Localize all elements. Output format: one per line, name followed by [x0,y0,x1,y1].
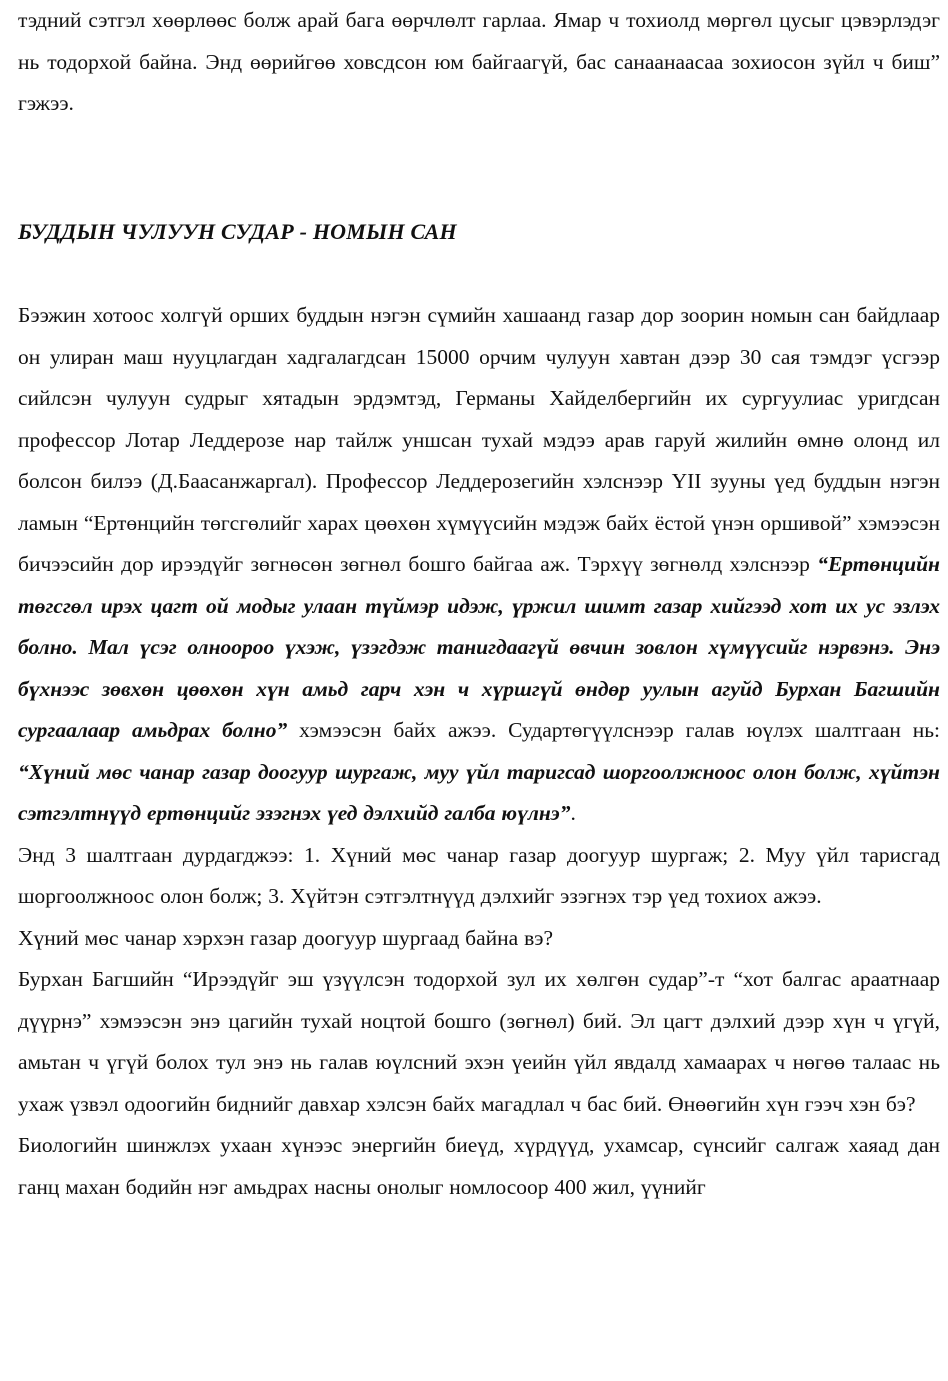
section-heading: БУДДЫН ЧУЛУУН СУДАР - НОМЫН САН [18,218,457,244]
prophecy-quote: “Ертөнцийн төгсгөл ирэх цагт ой модыг улаан түймэр идэж, үржил шимт газар хийгээд хот их ус эзлэх болно. Мал үсэг олноороо үхэж, үзэгдэж танигдаагүй өвчин зовлон хүмүүсийг нэрвэнэ. Энэ бүхнээс зөвхөн цөөхөн хүн амьд гарч хэн ч хүршгүй өндөр уулын агуйд Бурхан Багшийн сургаалаар амьдрах болно” [18,552,940,742]
paragraph-stone-sutra [18,295,940,835]
paragraph-biology: Биологийн шинжлэх ухаан хүнээс энергийн биеүд, хүрдүүд, ухамсар, сүнсийг салгаж хаяад дан ганц махан бодийн нэг амьдрах насны онолыг номлосоор 400 жил, үүнийг [18,1133,940,1199]
paragraph-three-reasons: Энд 3 шалтгаан дурдагджээ: 1. Хүний мөс чанар газар доогуур шургаж; 2. Муу үйл тарисгад шоргоолжноос олон болж; 3. Хүйтэн сэтгэлтнүүд дэлхийг эзэгнэх тэр үед тохиох ажээ. [18,842,940,908]
paragraph-1-text-a: Бээжин хотоос холгүй орших буддын нэгэн сүмийн хашаанд газар дор зоорин номын сан байдлаар он улиран маш нууцлагдан хадгалагдсан 15000 орчим чулуун хавтан дээр 30 сая тэмдэг үсгээр сийлсэн чулуун судрыг хятадын эрдэмтэд, Германы Хайделбергийн их сургуулиас уригдсан профессор Лотар Леддерозе нар тайлж уншсан тухай мэдээ арав гаруй жилийн өмнө олонд ил болсон билээ (Д.Баасанжаргал). Профессор Леддерозегийн хэлснээр YII зууны үед буддын нэгэн ламын “Ертөнцийн төгсгөлийг харах цөөхөн хүмүүсийн мэдэж байх ёстой үнэн оршивой” хэмээсэн бичээсийн дор ирээдүйг зөгнөсөн зөгнөл бошго байгаа аж. Тэрхүү зөгнөлд хэлснээр [18,303,940,576]
intro-paragraph: тэдний сэтгэл хөөрлөөс болж арай бага өөрчлөлт гарлаа. Ямар ч тохиолд мөргөл цусыг цэвэрлэдэг нь тодорхой байна. Энд өөрийгөө ховсдсон юм байгаагүй, бас санаанаасаа зохиосон зүйл ч биш” гэжээ. [18,8,940,115]
paragraph-1-text-c: . [570,801,576,825]
paragraph-question: Хүний мөс чанар хэрхэн газар доогуур шургаад байна вэ? [18,925,554,950]
paragraph-buddha-prophecy: Бурхан Багшийн “Ирээдүйг эш үзүүлсэн тодорхой зул их хөлгөн судар”-т “хот балгас араатнаар дүүрнэ” хэмээсэн энэ цагийн тухай ноцтой бошго (зөгнөл) бий. Эл цагт дэлхий дээр хүн ч үгүй, амьтан ч үгүй болох тул энэ нь галав юүлсний эхэн үеийн үйл явдалд хамаарах ч нөгөө талаас нь ухаж үзвэл одоогийн биднийг давхар хэлсэн байх магадлал ч бас бий. Өнөөгийн хүн гээч хэн бэ? [18,967,940,1116]
paragraph-1-text-b: хэмээсэн байх ажээ. Судартөгүүлснээр галав юүлэх шалтгаан нь: [287,718,940,742]
document-page [18,0,940,1208]
reasons-quote: “Хүний мөс чанар газар доогуур шургаж, муу үйл таригсад шоргоолжноос олон болж, хүйтэн сэтгэлтнүүд ертөнцийг эзэгнэх үед дэлхийд галба юүлнэ” [18,759,940,825]
